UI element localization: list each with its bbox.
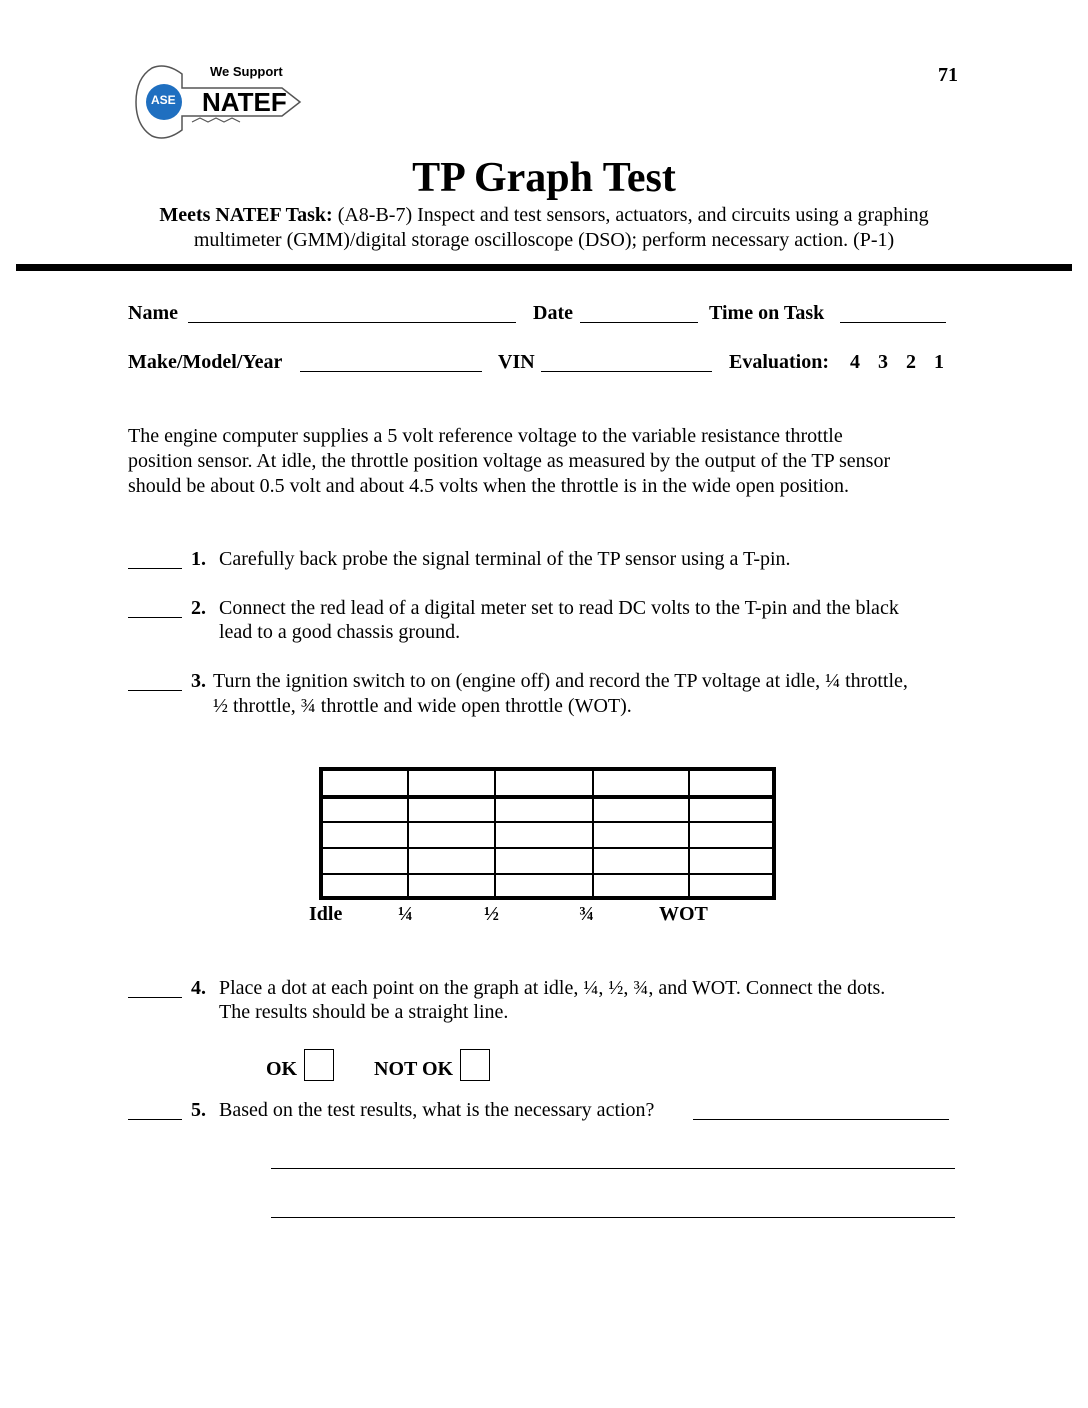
page-number: 71	[938, 64, 958, 86]
graph-label-idle: Idle	[309, 903, 343, 925]
evaluation-label: Evaluation:	[729, 351, 830, 373]
not-ok-checkbox[interactable]	[460, 1049, 490, 1081]
step-4-text-2: The results should be a straight line.	[219, 1001, 509, 1023]
step-1-check-blank[interactable]	[128, 568, 182, 569]
evaluation-options	[850, 351, 944, 374]
make-model-year-label: Make/Model/Year	[128, 351, 283, 373]
vin-label: VIN	[498, 351, 535, 373]
graph-label-three-quarter: ¾	[579, 903, 594, 925]
natef-logo	[132, 60, 304, 144]
date-field[interactable]	[580, 322, 698, 323]
intro-line-1: The engine computer supplies a 5 volt reference voltage to the variable resistance throttle	[128, 425, 843, 447]
step-3-text-2: ½ throttle, ¾ throttle and wide open throttle (WOT).	[213, 695, 632, 717]
step-1-text: Carefully back probe the signal terminal of the TP sensor using a T-pin.	[219, 548, 791, 570]
step-2-text-2: lead to a good chassis ground.	[219, 621, 461, 643]
time-on-task-field[interactable]	[840, 322, 946, 323]
intro-line-2: position sensor. At idle, the throttle position voltage as measured by the output of the TP sensor	[128, 450, 891, 472]
eval-option-1[interactable]: 1	[934, 351, 944, 373]
vin-field[interactable]	[541, 371, 712, 372]
time-on-task-label: Time on Task	[709, 302, 825, 324]
step-3-check-blank[interactable]	[128, 690, 182, 691]
ok-option	[266, 1049, 336, 1081]
eval-option-4[interactable]: 4	[850, 351, 860, 373]
task-line-2: multimeter (GMM)/digital storage oscilloscope (DSO); perform necessary action. (P-1)	[193, 229, 895, 251]
step-5-check-blank[interactable]	[128, 1119, 182, 1120]
step-5-text: Based on the test results, what is the necessary action?	[219, 1099, 655, 1121]
task-label: Meets NATEF Task:	[159, 204, 333, 226]
necessary-action-field-2[interactable]	[271, 1168, 955, 1169]
make-model-year-field[interactable]	[300, 371, 482, 372]
tp-voltage-graph-grid[interactable]	[319, 767, 776, 900]
name-label: Name	[128, 302, 178, 324]
task-text: (A8-B-7) Inspect and test sensors, actuators, and circuits using a graphing	[337, 204, 929, 226]
eval-option-3[interactable]: 3	[878, 351, 888, 373]
graph-label-wot: WOT	[659, 903, 708, 925]
ok-label: OK	[266, 1058, 298, 1080]
date-label: Date	[533, 302, 573, 324]
step-4-check-blank[interactable]	[128, 997, 182, 998]
step-4-number: 4.	[191, 977, 206, 999]
task-line-1	[0, 204, 1088, 227]
step-3-text-1: Turn the ignition switch to on (engine off) and record the TP voltage at idle, ¼ throttle,	[213, 670, 908, 692]
not-ok-option	[374, 1049, 492, 1081]
eval-option-2[interactable]: 2	[906, 351, 916, 373]
page-title: TP Graph Test	[412, 155, 676, 201]
step-2-number: 2.	[191, 597, 206, 619]
necessary-action-field-1[interactable]	[693, 1119, 949, 1120]
ok-checkbox[interactable]	[304, 1049, 334, 1081]
graph-label-half: ½	[484, 903, 499, 925]
not-ok-label: NOT OK	[374, 1058, 454, 1080]
step-4-text-1: Place a dot at each point on the graph at idle, ¼, ½, ¾, and WOT. Connect the dots.	[219, 977, 886, 999]
name-field[interactable]	[188, 322, 516, 323]
logo-main-text: NATEF	[202, 87, 287, 117]
step-5-number: 5.	[191, 1099, 206, 1121]
necessary-action-field-3[interactable]	[271, 1217, 955, 1218]
step-2-check-blank[interactable]	[128, 617, 182, 618]
step-1-number: 1.	[191, 548, 206, 570]
step-2-text-1: Connect the red lead of a digital meter set to read DC volts to the T-pin and the black	[219, 597, 899, 619]
ase-badge-text: ASE	[151, 93, 176, 107]
step-3-number: 3.	[191, 670, 206, 692]
graph-label-quarter: ¼	[398, 903, 413, 925]
logo-top-text: We Support	[210, 64, 283, 79]
header-divider	[16, 264, 1072, 271]
intro-line-3: should be about 0.5 volt and about 4.5 volts when the throttle is in the wide open position.	[128, 475, 850, 497]
